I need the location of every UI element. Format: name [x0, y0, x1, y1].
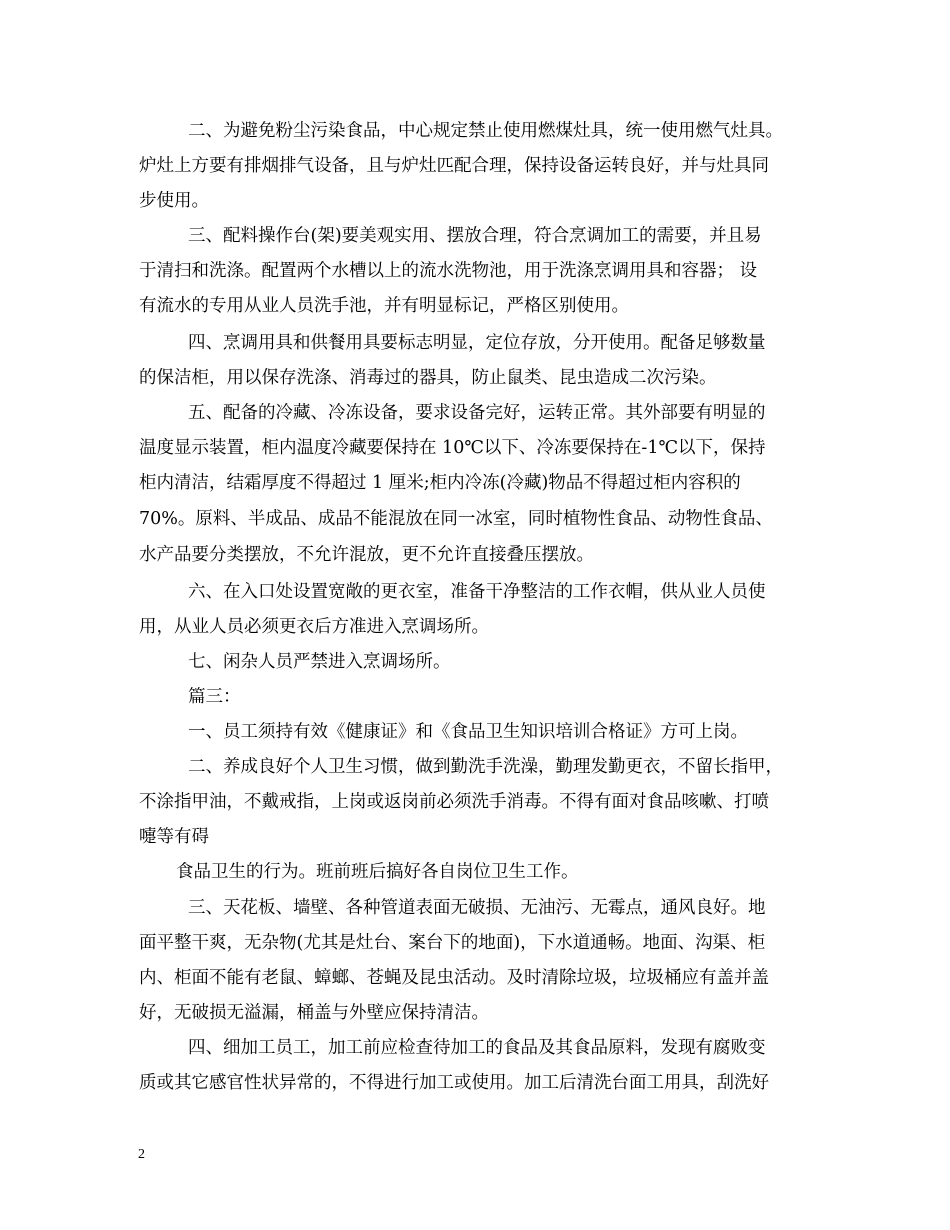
- text-line: 于清扫和洗涤。配置两个水槽以上的流水洗物池，用于洗涤烹调用具和容器； 设: [139, 261, 758, 281]
- text-line: 六、在入口处设置宽敞的更衣室，准备干净整洁的工作衣帽，供从业人员使: [188, 582, 766, 602]
- text-line: 面平整干爽，无杂物(尤其是灶台、案台下的地面)，下水道通畅。地面、沟渠、柜: [139, 933, 766, 953]
- text-line: 70%。原料、半成品、成品不能混放在同一冰室，同时植物性食品、动物性食品、: [139, 509, 773, 529]
- text-line: 用，从业人员必须更衣后方准进入烹调场所。: [139, 617, 489, 637]
- text-line: 有流水的专用从业人员洗手池，并有明显标记，严格区别使用。: [139, 296, 629, 316]
- text-line: 七、闲杂人员严禁进入烹调场所。: [188, 652, 451, 672]
- text-line: 水产品要分类摆放，不允许混放，更不允许直接叠压摆放。: [139, 545, 594, 565]
- text-line: 四、烹调用具和供餐用具要标志明显，定位存放，分开使用。配备足够数量: [188, 333, 766, 353]
- text-line: 三、配料操作台(架)要美观实用、摆放合理，符合烹调加工的需要，并且易: [188, 226, 762, 246]
- text-line: 炉灶上方要有排烟排气设备，且与炉灶匹配合理，保持设备运转良好，并与灶具同: [139, 156, 769, 176]
- page-number: 2: [138, 1147, 145, 1162]
- text-line: 五、配备的冷藏、冷冻设备，要求设备完好，运转正常。其外部要有明显的: [188, 403, 766, 423]
- text-line: 柜内清洁，结霜厚度不得超过 1 厘米;柜内冷冻(冷藏)物品不得超过柜内容积的: [139, 473, 741, 493]
- text-line: 食品卫生的行为。班前班后搞好各自岗位卫生工作。: [176, 862, 579, 882]
- text-line: 质或其它感官性状异常的，不得进行加工或使用。加工后清洗台面工用具，刮洗好: [139, 1073, 769, 1093]
- text-line: 嚏等有碍: [139, 827, 209, 847]
- section-heading: 篇三：: [188, 687, 241, 707]
- text-line: 二、为避免粉尘污染食品，中心规定禁止使用燃煤灶具，统一使用燃气灶具。: [188, 121, 783, 141]
- text-line: 三、天花板、墙壁、各种管道表面无破损、无油污、无霉点，通风良好。地: [188, 898, 766, 918]
- text-line: 步使用。: [139, 191, 209, 211]
- text-line: 不涂指甲油，不戴戒指，上岗或返岗前必须洗手消毒。不得有面对食品咳嗽、打喷: [139, 792, 769, 812]
- text-line: 四、细加工员工，加工前应检查待加工的食品及其食品原料，发现有腐败变: [188, 1038, 766, 1058]
- text-line: 一、员工须持有效《健康证》和《食品卫生知识培训合格证》方可上岗。: [188, 722, 748, 742]
- text-line: 二、养成良好个人卫生习惯，做到勤洗手洗澡，勤理发勤更衣，不留长指甲，: [188, 757, 783, 777]
- text-line: 温度显示装置，柜内温度冷藏要保持在 10℃以下、冷冻要保持在-1℃以下，保持: [139, 438, 766, 458]
- text-line: 的保洁柜，用以保存洗涤、消毒过的器具，防止鼠类、昆虫造成二次污染。: [139, 368, 717, 388]
- text-line: 好，无破损无溢漏，桶盖与外壁应保持清洁。: [139, 1003, 489, 1023]
- text-line: 内、柜面不能有老鼠、蟑螂、苍蝇及昆虫活动。及时清除垃圾，垃圾桶应有盖并盖: [139, 968, 769, 988]
